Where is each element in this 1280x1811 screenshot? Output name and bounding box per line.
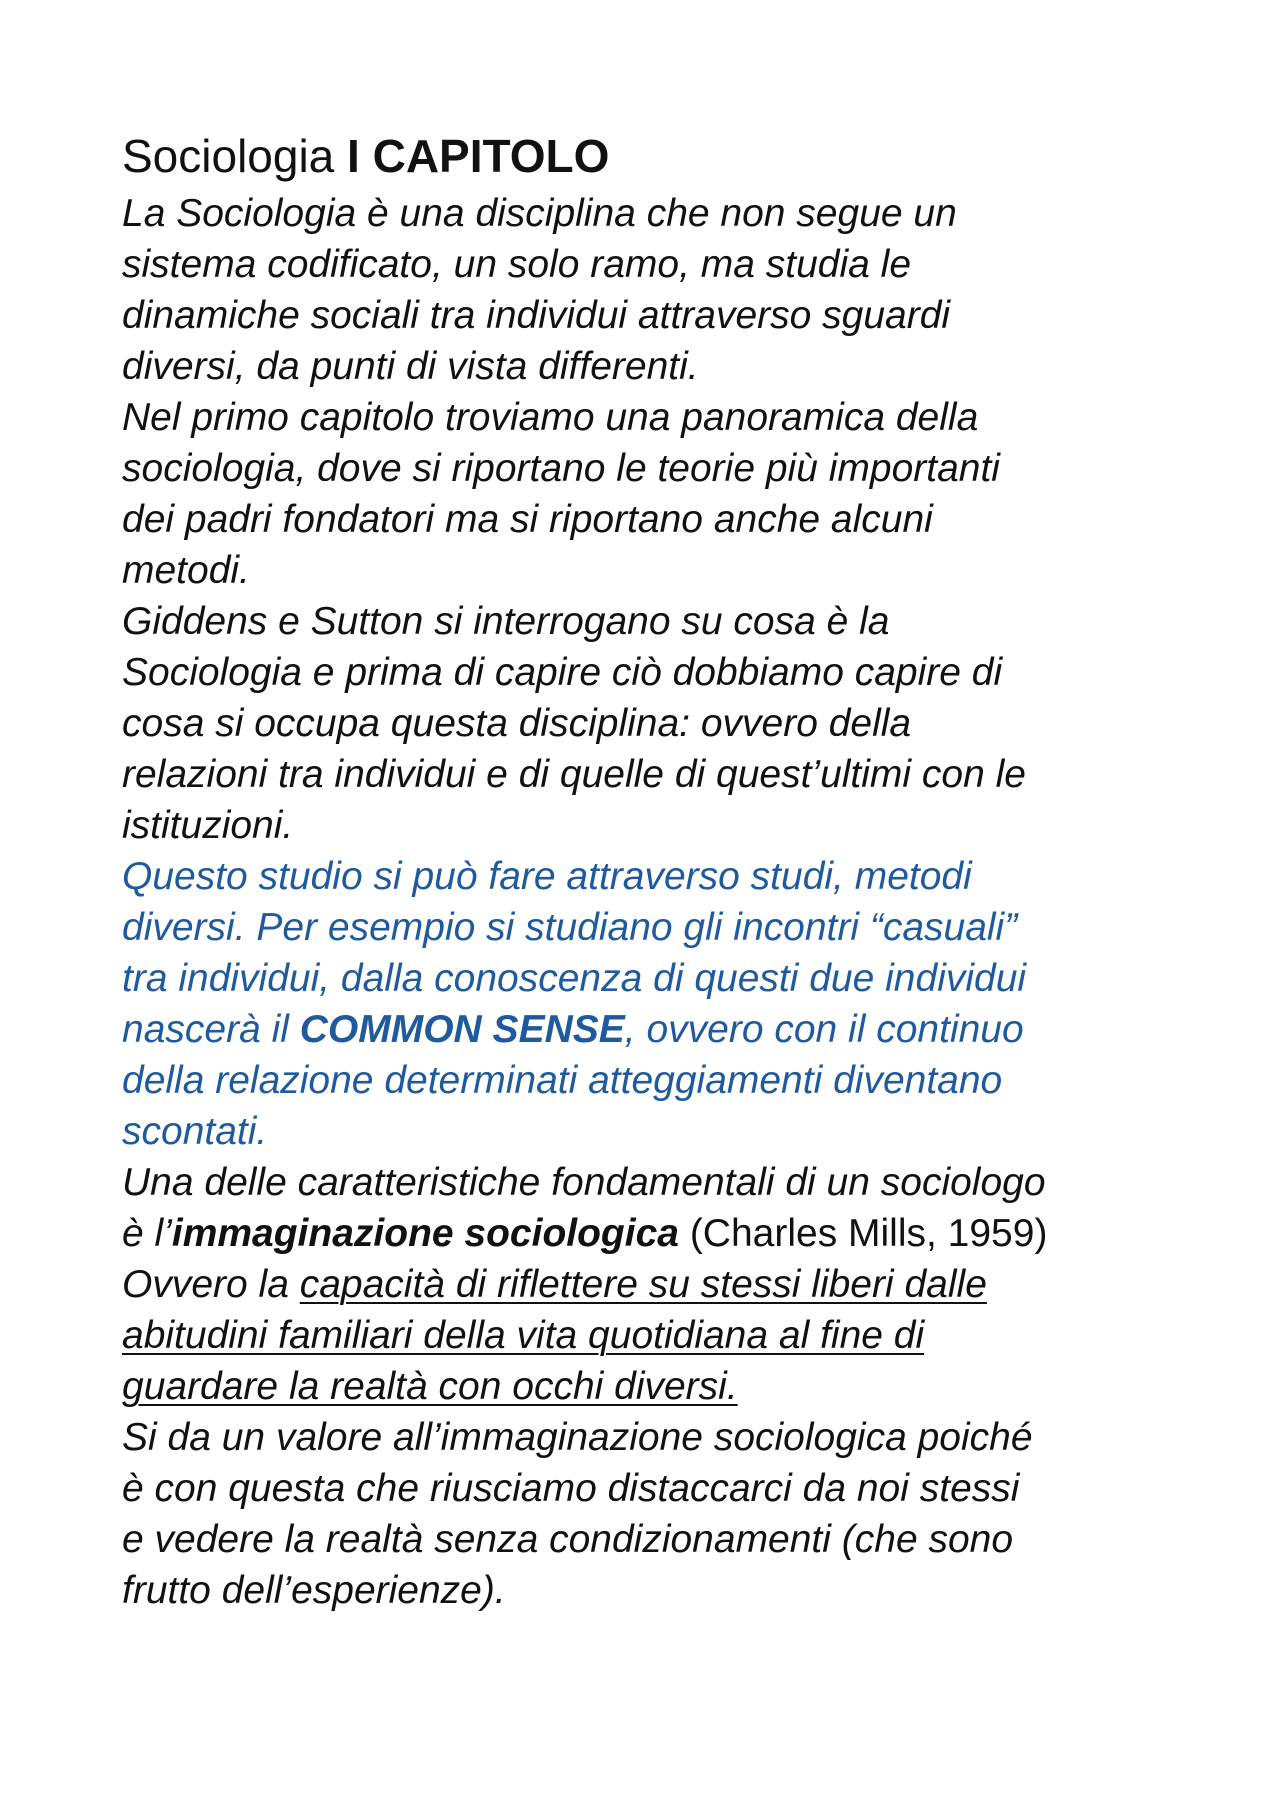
text-line: cosa si occupa questa disciplina: ovvero della	[122, 702, 912, 745]
text-line: dei padri fondatori ma si riportano anche alcuni	[122, 498, 933, 541]
blue-text-line: diversi. Per esempio si studiano gli incontri “casuali”	[122, 906, 1018, 949]
blue-text-line: della relazione determinati atteggiamenti diventano	[122, 1059, 1003, 1102]
text-line: e vedere la realtà senza condizionamenti (che sono	[122, 1518, 1014, 1561]
title-prefix: Sociologia	[122, 130, 348, 182]
text-line: istituzioni.	[122, 804, 294, 847]
blue-text-line	[122, 1004, 1162, 1055]
page-title	[122, 124, 1162, 188]
text-line: sistema codificato, un solo ramo, ma studia le	[122, 243, 912, 286]
text-line	[122, 1259, 1162, 1310]
citation: (Charles Mills, 1959)	[678, 1212, 1048, 1255]
underlined-definition: abitudini familiari della vita quotidiana al fine di	[122, 1314, 925, 1357]
text-fragment: , ovvero con il continuo	[624, 1008, 1024, 1051]
text-line	[122, 1310, 1162, 1361]
underlined-definition: guardare la realtà con occhi diversi.	[122, 1365, 738, 1408]
text-line: frutto dell’esperienze).	[122, 1569, 506, 1612]
blue-text-line: scontati.	[122, 1110, 268, 1153]
text-line: Giddens e Sutton si interrogano su cosa è la	[122, 600, 890, 643]
text-line: Una delle caratteristiche fondamentali di un sociologo	[122, 1161, 1046, 1204]
text-line: è con questa che riusciamo distaccarci da noi stessi	[122, 1467, 1020, 1510]
text-line	[122, 1361, 1162, 1412]
common-sense-term: COMMON SENSE	[299, 1008, 625, 1051]
document-page	[122, 124, 1162, 1616]
text-line: dinamiche sociali tra individui attraverso sguardi	[122, 294, 951, 337]
text-fragment: nascerà il	[122, 1008, 300, 1051]
text-line: Si da un valore all’immaginazione sociologica poiché	[122, 1416, 1033, 1459]
immaginazione-sociologica-term: immaginazione sociologica	[171, 1212, 679, 1255]
text-line: Sociologia e prima di capire ciò dobbiamo capire di	[122, 651, 1003, 694]
text-fragment: Ovvero la	[122, 1263, 300, 1306]
blue-text-line: tra individui, dalla conoscenza di questi due individui	[122, 957, 1027, 1000]
title-chapter: I CAPITOLO	[347, 130, 610, 182]
text-line: La Sociologia è una disciplina che non segue un	[122, 192, 957, 235]
text-line: Nel primo capitolo troviamo una panoramica della	[122, 396, 979, 439]
text-line: metodi.	[122, 549, 250, 592]
text-line	[122, 1208, 1162, 1259]
blue-text-line: Questo studio si può fare attraverso studi, metodi	[122, 855, 972, 898]
text-line: sociologia, dove si riportano le teorie più importanti	[122, 447, 1000, 490]
text-line: relazioni tra individui e di quelle di quest’ultimi con le	[122, 753, 1026, 796]
body-text	[122, 188, 1162, 1616]
text-line: diversi, da punti di vista differenti.	[122, 345, 699, 388]
text-fragment: è l’	[122, 1212, 172, 1255]
underlined-definition: capacità di riflettere su stessi liberi dalle	[299, 1263, 987, 1306]
